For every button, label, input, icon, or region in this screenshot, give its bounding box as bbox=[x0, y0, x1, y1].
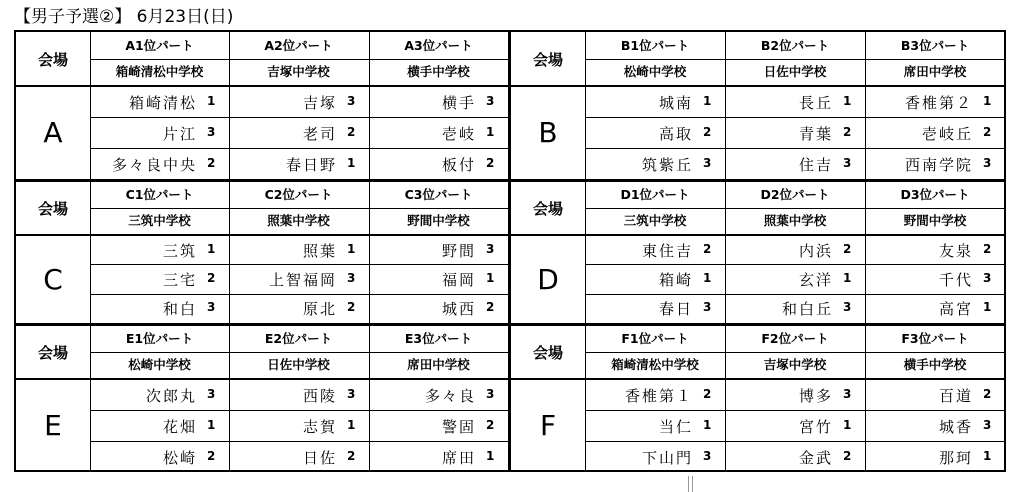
team-name: 春日 bbox=[658, 300, 693, 318]
rank-number: 1 bbox=[983, 300, 992, 314]
team-name: 玄洋 bbox=[798, 271, 833, 289]
team-name: 松崎 bbox=[162, 449, 197, 467]
rank-number: 1 bbox=[983, 449, 992, 463]
team-name: 那珂 bbox=[938, 449, 973, 467]
venue-column-divider bbox=[90, 32, 91, 179]
team-name: 千代 bbox=[938, 271, 973, 289]
row-divider bbox=[90, 148, 508, 149]
row-divider bbox=[90, 264, 508, 265]
team-name: 上智福岡 bbox=[268, 271, 337, 289]
venue-section-e bbox=[16, 325, 508, 472]
venue-header: 会場 bbox=[532, 50, 563, 69]
team-name: 野間 bbox=[441, 242, 476, 260]
part-school-divider bbox=[585, 59, 1005, 60]
rank-number: 1 bbox=[207, 418, 216, 432]
part-column-divider bbox=[229, 325, 230, 472]
venue-header: 会場 bbox=[37, 50, 68, 69]
rank-number: 1 bbox=[703, 94, 712, 108]
rank-number: 1 bbox=[843, 94, 852, 108]
rank-number: 3 bbox=[207, 125, 216, 139]
part-column-divider bbox=[865, 325, 866, 472]
rank-number: 1 bbox=[843, 418, 852, 432]
team-name: 福岡 bbox=[441, 271, 476, 289]
team-name: 香椎第２ bbox=[904, 94, 973, 112]
rank-number: 2 bbox=[843, 125, 852, 139]
host-school: 照葉中学校 bbox=[763, 213, 827, 228]
rank-number: 3 bbox=[207, 300, 216, 314]
rank-number: 3 bbox=[347, 387, 356, 401]
rank-number: 3 bbox=[843, 387, 852, 401]
rank-number: 1 bbox=[486, 271, 495, 285]
venue-letter: E bbox=[44, 409, 62, 442]
team-name: 城香 bbox=[938, 418, 973, 436]
rank-number: 2 bbox=[983, 387, 992, 401]
row-divider bbox=[585, 264, 1005, 265]
rank-number: 2 bbox=[207, 449, 216, 463]
host-school: 松崎中学校 bbox=[623, 64, 687, 79]
rank-number: 3 bbox=[486, 94, 495, 108]
venue-letter: B bbox=[538, 116, 558, 149]
rank-number: 2 bbox=[843, 449, 852, 463]
venue-header: 会場 bbox=[532, 343, 563, 362]
host-school: 箱崎清松中学校 bbox=[611, 357, 699, 372]
part-label: E1位パート bbox=[125, 331, 194, 346]
rank-number: 2 bbox=[843, 242, 852, 256]
part-school-divider bbox=[585, 352, 1005, 353]
part-column-divider bbox=[725, 32, 726, 179]
venue-section-f bbox=[511, 325, 1005, 472]
team-name: 内浜 bbox=[798, 242, 833, 260]
rank-number: 2 bbox=[703, 242, 712, 256]
team-name: 百道 bbox=[938, 387, 973, 405]
host-school: 野間中学校 bbox=[903, 213, 967, 228]
part-column-divider bbox=[865, 32, 866, 179]
team-name: 青葉 bbox=[798, 125, 833, 143]
team-name: 当仁 bbox=[658, 418, 693, 436]
rank-number: 1 bbox=[486, 449, 495, 463]
team-name: 城西 bbox=[441, 300, 476, 318]
part-label: A1位パート bbox=[125, 38, 194, 53]
team-name: 西南学院 bbox=[904, 156, 973, 174]
rank-number: 1 bbox=[983, 94, 992, 108]
part-label: A2位パート bbox=[264, 38, 333, 53]
row-divider bbox=[585, 148, 1005, 149]
host-school: 席田中学校 bbox=[407, 357, 470, 372]
part-column-divider bbox=[369, 325, 370, 472]
rank-number: 2 bbox=[207, 271, 216, 285]
rank-number: 1 bbox=[703, 271, 712, 285]
host-school: 照葉中学校 bbox=[267, 213, 330, 228]
rank-number: 3 bbox=[843, 156, 852, 170]
part-school-divider bbox=[585, 208, 1005, 209]
team-name: 東住吉 bbox=[641, 242, 693, 260]
team-name: 原北 bbox=[302, 300, 337, 318]
team-name: 三筑 bbox=[162, 242, 197, 260]
venue-letter: F bbox=[539, 409, 557, 442]
team-name: 日佐 bbox=[302, 449, 337, 467]
venue-letter: A bbox=[43, 116, 63, 149]
team-name: 宮竹 bbox=[798, 418, 833, 436]
team-name: 照葉 bbox=[302, 242, 337, 260]
page-title: 【男子予選②】 6月23日(日) bbox=[14, 7, 234, 27]
team-name: 高取 bbox=[658, 125, 693, 143]
row-divider bbox=[585, 117, 1005, 118]
rank-number: 3 bbox=[703, 156, 712, 170]
team-name: 警固 bbox=[441, 418, 476, 436]
team-name: 吉塚 bbox=[302, 94, 337, 112]
team-name: 長丘 bbox=[798, 94, 833, 112]
venue-header: 会場 bbox=[37, 199, 68, 218]
team-name: 城南 bbox=[658, 94, 693, 112]
rank-number: 3 bbox=[703, 300, 712, 314]
part-label: A3位パート bbox=[404, 38, 473, 53]
part-label: B3位パート bbox=[900, 38, 970, 53]
part-column-divider bbox=[725, 325, 726, 472]
team-name: 多々良中央 bbox=[111, 156, 197, 174]
row-divider bbox=[585, 294, 1005, 295]
host-school: 横手中学校 bbox=[903, 357, 967, 372]
part-school-divider bbox=[90, 352, 508, 353]
rank-number: 2 bbox=[983, 125, 992, 139]
venue-column-divider bbox=[90, 325, 91, 472]
venue-header: 会場 bbox=[37, 343, 68, 362]
part-label: B2位パート bbox=[760, 38, 830, 53]
venue-header: 会場 bbox=[532, 199, 563, 218]
host-school: 吉塚中学校 bbox=[763, 357, 827, 372]
part-school-divider bbox=[90, 59, 508, 60]
host-school: 横手中学校 bbox=[407, 64, 470, 79]
venue-column-divider bbox=[585, 32, 586, 179]
rank-number: 2 bbox=[347, 300, 356, 314]
team-name: 筑紫丘 bbox=[641, 156, 693, 174]
rank-number: 1 bbox=[486, 125, 495, 139]
part-label: C1位パート bbox=[125, 187, 194, 202]
rank-number: 3 bbox=[703, 449, 712, 463]
rank-number: 1 bbox=[207, 242, 216, 256]
rank-number: 1 bbox=[347, 156, 356, 170]
row-divider bbox=[585, 410, 1005, 411]
host-school: 三筑中学校 bbox=[128, 213, 191, 228]
venue-section-d bbox=[511, 181, 1005, 323]
rank-number: 3 bbox=[347, 271, 356, 285]
part-school-divider bbox=[90, 208, 508, 209]
rank-number: 3 bbox=[983, 271, 992, 285]
team-name: 下山門 bbox=[641, 449, 693, 467]
rank-number: 3 bbox=[983, 418, 992, 432]
team-name: 席田 bbox=[441, 449, 476, 467]
team-name: 三宅 bbox=[162, 271, 197, 289]
team-name: 多々良 bbox=[424, 387, 476, 405]
rank-number: 2 bbox=[347, 125, 356, 139]
rank-number: 2 bbox=[486, 156, 495, 170]
venue-section-b bbox=[511, 32, 1005, 179]
part-label: C2位パート bbox=[264, 187, 333, 202]
host-school: 野間中学校 bbox=[407, 213, 470, 228]
host-school: 三筑中学校 bbox=[623, 213, 687, 228]
host-school: 席田中学校 bbox=[903, 64, 967, 79]
part-label: D3位パート bbox=[900, 187, 970, 202]
part-column-divider bbox=[369, 32, 370, 179]
team-name: 春日野 bbox=[285, 156, 337, 174]
rank-number: 3 bbox=[843, 300, 852, 314]
rank-number: 2 bbox=[983, 242, 992, 256]
host-school: 吉塚中学校 bbox=[267, 64, 330, 79]
row-divider bbox=[90, 410, 508, 411]
row-divider bbox=[90, 441, 508, 442]
team-name: 次郎丸 bbox=[145, 387, 197, 405]
host-school: 日佐中学校 bbox=[763, 64, 827, 79]
rank-number: 3 bbox=[486, 242, 495, 256]
row-divider bbox=[585, 441, 1005, 442]
team-name: 高宮 bbox=[938, 300, 973, 318]
rank-number: 3 bbox=[347, 94, 356, 108]
team-name: 住吉 bbox=[798, 156, 833, 174]
part-label: C3位パート bbox=[404, 187, 473, 202]
team-name: 板付 bbox=[441, 156, 476, 174]
venue-letter: D bbox=[537, 262, 559, 296]
rank-number: 2 bbox=[486, 418, 495, 432]
team-name: 金武 bbox=[798, 449, 833, 467]
team-name: 香椎第１ bbox=[624, 387, 693, 405]
part-column-divider bbox=[229, 32, 230, 179]
team-name: 友泉 bbox=[938, 242, 973, 260]
team-name: 老司 bbox=[302, 125, 337, 143]
rank-number: 1 bbox=[703, 418, 712, 432]
team-name: 西陵 bbox=[302, 387, 337, 405]
part-label: F3位パート bbox=[901, 331, 969, 346]
part-label: F1位パート bbox=[621, 331, 689, 346]
part-label: E2位パート bbox=[264, 331, 333, 346]
part-label: D2位パート bbox=[760, 187, 830, 202]
team-name: 横手 bbox=[441, 94, 476, 112]
part-label: D1位パート bbox=[620, 187, 690, 202]
venue-column-divider bbox=[585, 325, 586, 472]
team-name: 志賀 bbox=[302, 418, 337, 436]
team-name: 箱崎清松 bbox=[128, 94, 197, 112]
rank-number: 1 bbox=[347, 418, 356, 432]
part-label: F2位パート bbox=[761, 331, 829, 346]
team-name: 和白 bbox=[162, 300, 197, 318]
rank-number: 1 bbox=[843, 271, 852, 285]
venue-section-a bbox=[16, 32, 508, 179]
rank-number: 3 bbox=[983, 156, 992, 170]
team-name: 博多 bbox=[798, 387, 833, 405]
team-name: 花畑 bbox=[162, 418, 197, 436]
row-divider bbox=[90, 294, 508, 295]
part-label: E3位パート bbox=[404, 331, 473, 346]
rank-number: 2 bbox=[703, 387, 712, 401]
host-school: 箱崎清松中学校 bbox=[115, 64, 204, 79]
host-school: 日佐中学校 bbox=[267, 357, 330, 372]
host-school: 松崎中学校 bbox=[128, 357, 191, 372]
team-name: 壱岐丘 bbox=[921, 125, 973, 143]
team-name: 片江 bbox=[162, 125, 197, 143]
rank-number: 1 bbox=[347, 242, 356, 256]
team-name: 壱岐 bbox=[441, 125, 476, 143]
team-name: 和白丘 bbox=[781, 300, 833, 318]
page-break-mark bbox=[688, 476, 693, 492]
venue-section-c bbox=[16, 181, 508, 323]
rank-number: 2 bbox=[347, 449, 356, 463]
venue-letter: C bbox=[43, 262, 63, 296]
rank-number: 2 bbox=[207, 156, 216, 170]
team-name: 箱崎 bbox=[658, 271, 693, 289]
rank-number: 1 bbox=[207, 94, 216, 108]
rank-number: 2 bbox=[486, 300, 495, 314]
row-divider bbox=[90, 117, 508, 118]
rank-number: 3 bbox=[207, 387, 216, 401]
rank-number: 3 bbox=[486, 387, 495, 401]
part-label: B1位パート bbox=[620, 38, 690, 53]
rank-number: 2 bbox=[703, 125, 712, 139]
